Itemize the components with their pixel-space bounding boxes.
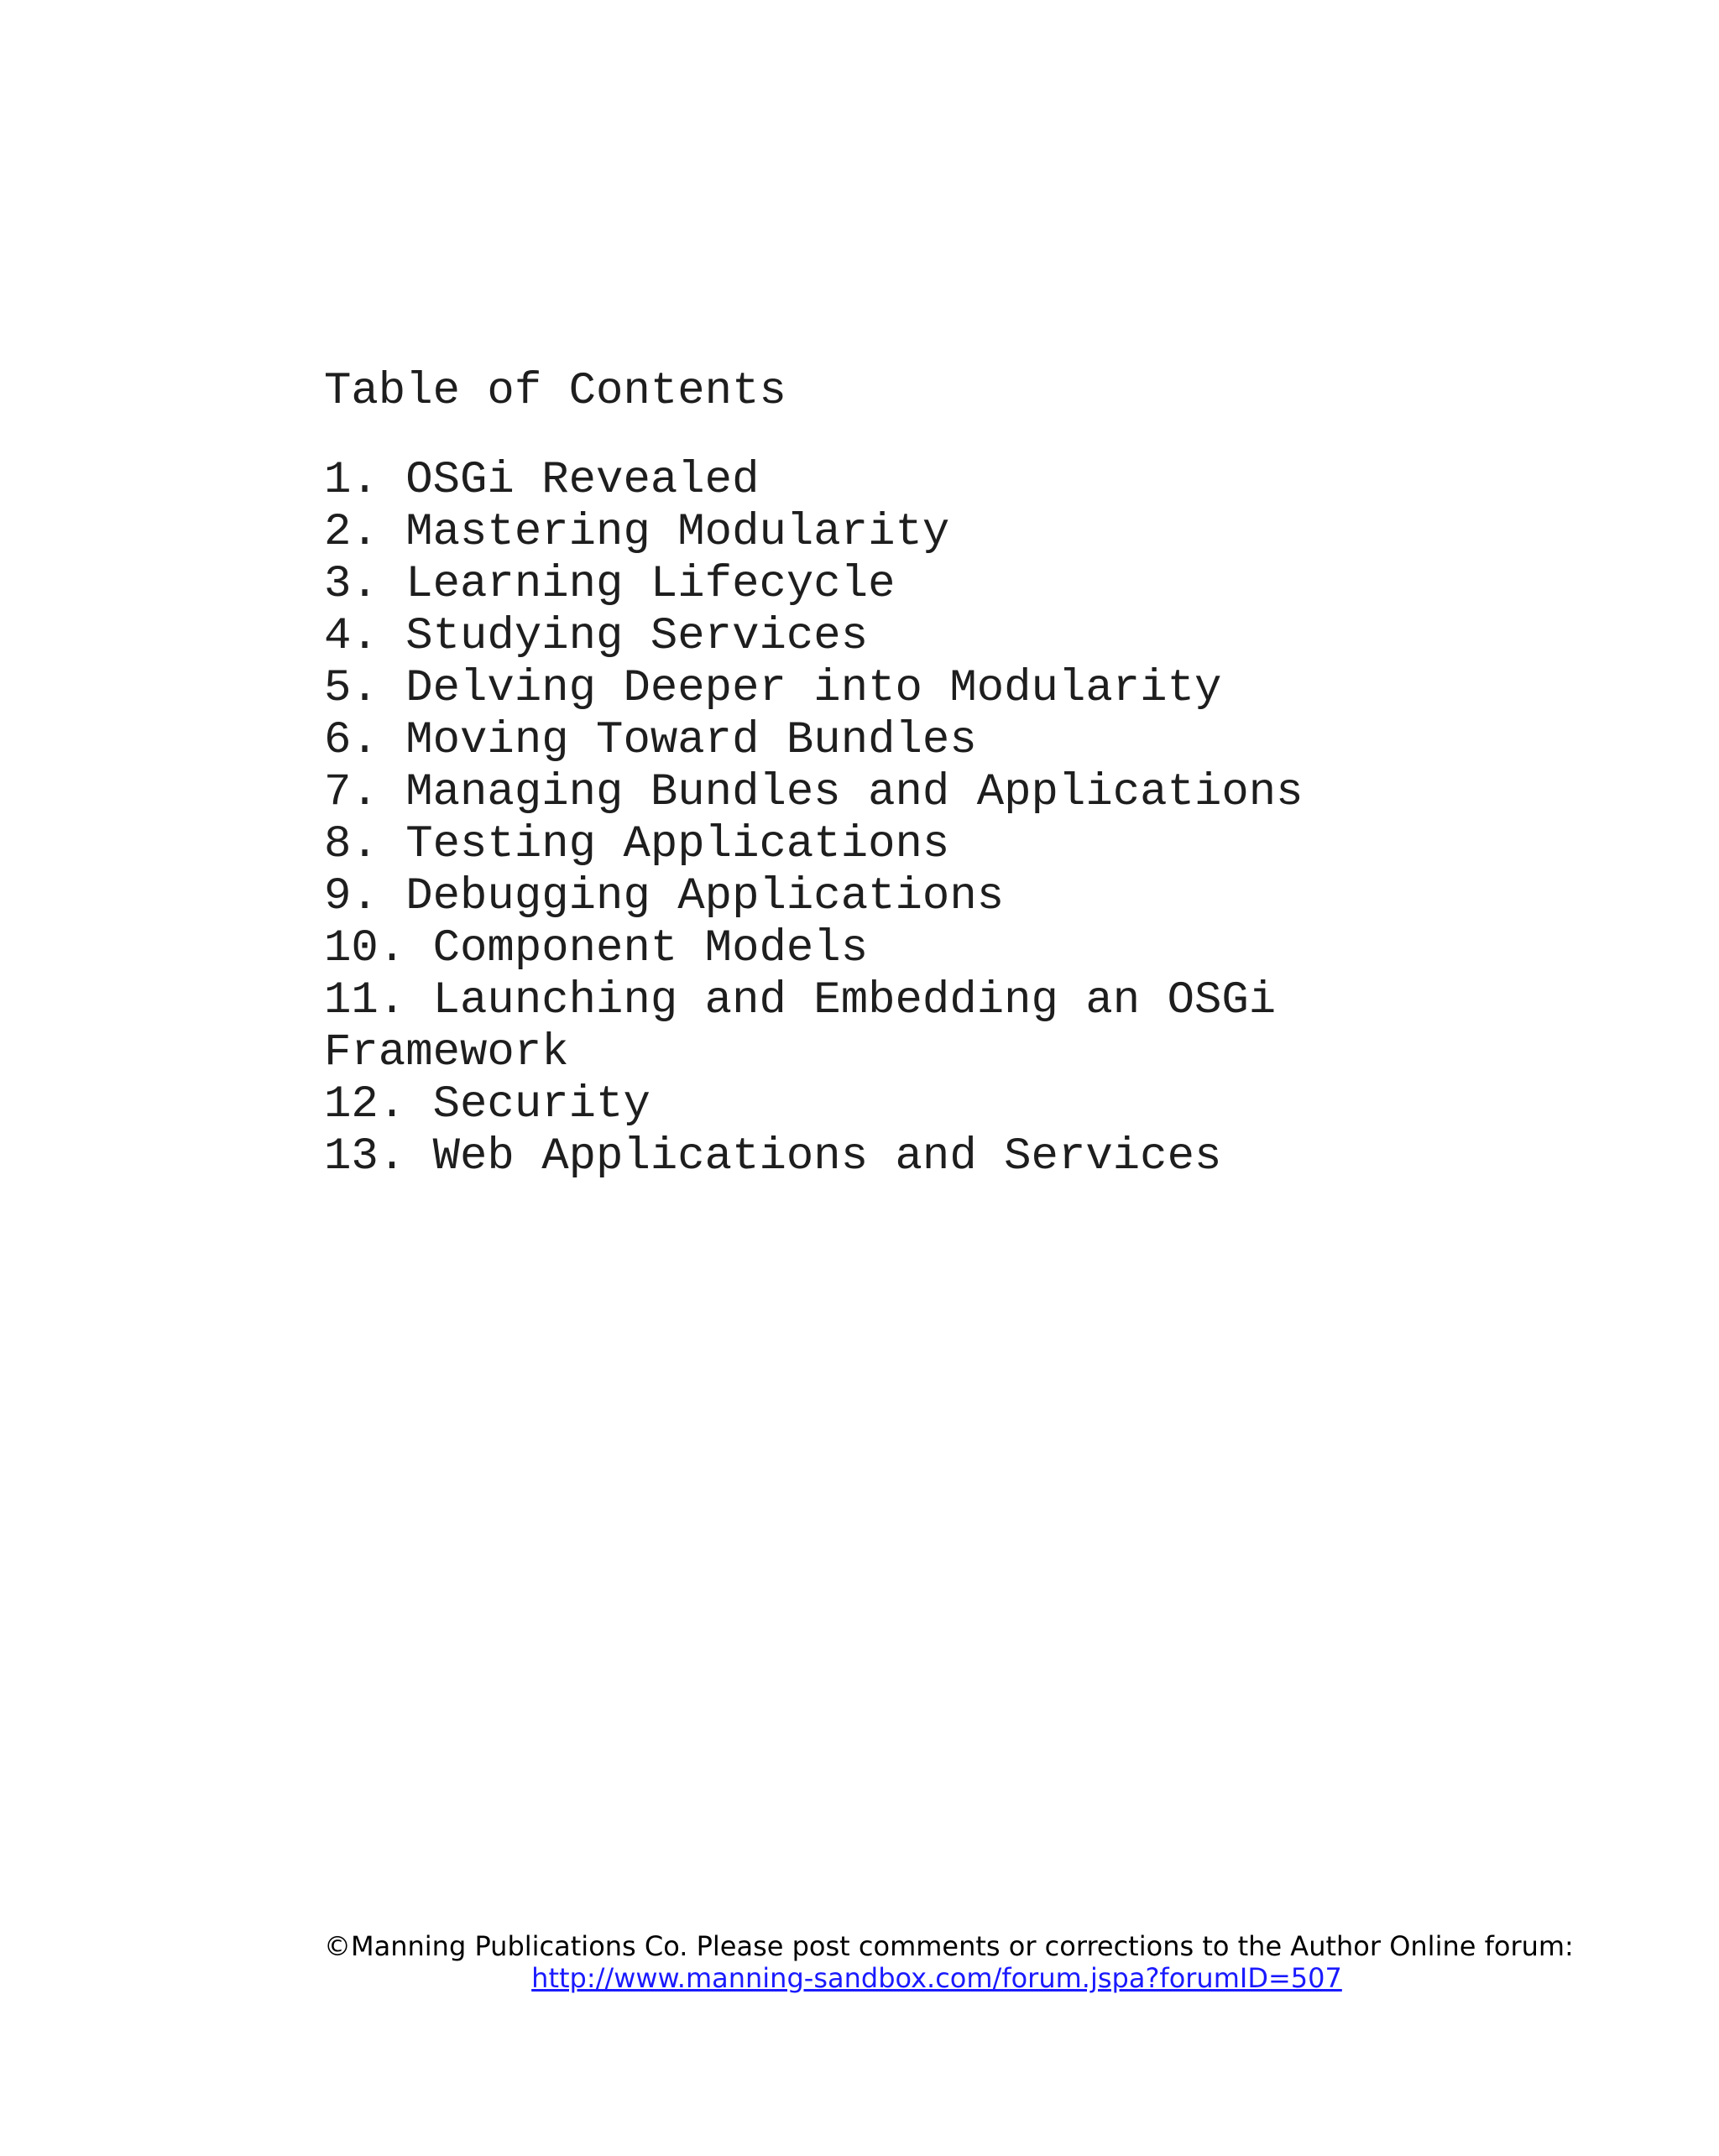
- forum-link-row: [324, 1962, 1549, 1994]
- toc-title: Table of Contents: [324, 366, 786, 417]
- toc-item-7: 7. Managing Bundles and Applications: [324, 767, 1304, 818]
- toc-item-4: 4. Studying Services: [324, 611, 869, 662]
- page-footer: [324, 1930, 1574, 1994]
- table-of-contents: [324, 366, 1415, 1183]
- toc-item-8: 8. Testing Applications: [324, 819, 950, 870]
- toc-item-11: 11. Launching and Embedding an OSGi Framework: [324, 975, 1277, 1078]
- toc-item-12: 12. Security: [324, 1079, 651, 1130]
- toc-item-10: 10. Component Models: [324, 923, 869, 974]
- toc-item-3: 3. Learning Lifecycle: [324, 559, 896, 610]
- toc-item-9: 9. Debugging Applications: [324, 871, 1005, 922]
- toc-list: [324, 455, 1415, 1183]
- toc-item-2: 2. Mastering Modularity: [324, 507, 950, 558]
- toc-item-5: 5. Delving Deeper into Modularity: [324, 663, 1222, 714]
- toc-item-6: 6. Moving Toward Bundles: [324, 715, 977, 766]
- copyright-notice: ©Manning Publications Co. Please post comments or corrections to the Author Online forum:: [324, 1930, 1574, 1962]
- forum-link[interactable]: http://www.manning-sandbox.com/forum.jspa?forumID=507: [531, 1962, 1342, 1994]
- toc-item-13: 13. Web Applications and Services: [324, 1131, 1222, 1182]
- toc-item-1: 1. OSGi Revealed: [324, 455, 760, 506]
